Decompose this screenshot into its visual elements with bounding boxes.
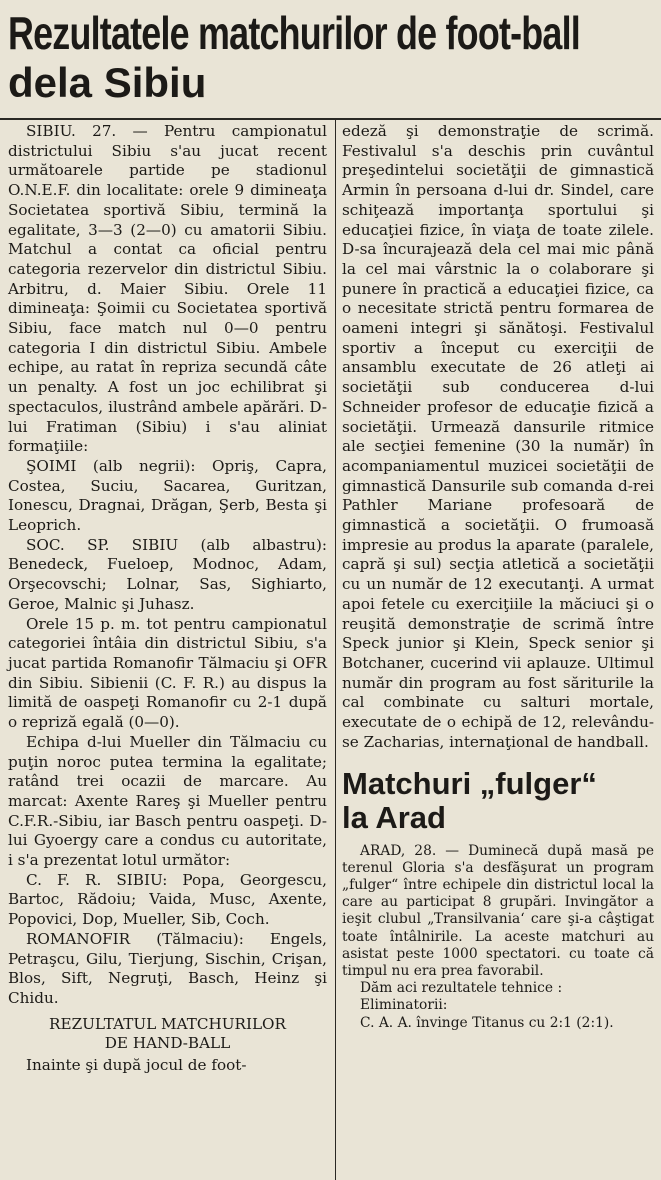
page-headline [8, 7, 653, 106]
paragraph: ŞOIMI (alb negrii): Opriş, Capra, Costea, Suciu, Sacarea, Guritzan, Ionescu, Dragnai, Drăgan, Şerb, Besta şi Leoprich. [8, 456, 327, 535]
paragraph: SOC. SP. SIBIU (alb albastru): Benedeck, Fueloep, Modnoc, Adam, Orşecovschi; Lolnar, Sas, Sighiarto, Geroe, Malnic şi Juhasz. [8, 535, 327, 613]
article-right-column [342, 122, 654, 1032]
paragraph: Echipa d-lui Mueller din Tălmaciu cu puţin noroc putea termina la egalitate; ratând trei ocazii de marcare. Au marcat: Axente Rareş şi Mueller pentru C.F.R.-Sibiu, iar Basch pentru oaspeţi. D-lui Gyoergy care a condus cu autoritate, i s'a prezentat lotul următor: [8, 732, 327, 870]
arad-headline-line-1: Matchuri „fulger“ [342, 765, 597, 801]
paragraph: Eliminatorii: [360, 997, 448, 1014]
paragraph: Inainte şi după jocul de foot- [26, 1056, 247, 1075]
headline-line-2: dela Sibiu [8, 59, 207, 106]
paragraph: C. F. R. SIBIU: Popa, Georgescu, Bartoc, Rădoiu; Vaida, Musc, Axente, Popovici, Dop, Mueller, Sib, Coch. [8, 870, 327, 929]
paragraph: C. A. A. învinge Titanus cu 2:1 (2:1). [360, 1014, 614, 1031]
paragraph: SIBIU. 27. — Pentru campionatul districtului Sibiu s'au jucat recent următoarele partide pe stadionul O.N.E.F. din localitate: orele 9 dimineaţa Societatea sportivă Sibiu, termină la egalitate, 3—3 (2—0) cu amatorii Sibiu. Matchul a contat ca oficial pentru categoria rezervelor din districtul Sibiu. Arbitru, d. Maier Sibiu. Orele 11 dimineaţa: Şoimii cu Societatea sportivă Sibiu, face match nul 0—0 pentru categoria I din districtul Sibiu. Ambele echipe, au ratat în repriza secundă câte un penalty. A fost un joc echilibrat şi spectaculos, ilustrând ambele apărări. D-lui Fratiman (Sibiu) i s'au aliniat formaţiile: [8, 122, 327, 456]
paragraph: edeză şi demonstraţie de scrimă. Festivalul s'a deschis prin cuvântul preşedintelui societăţii de gimnastică Armin în persoana d-lui dr. Sindel, care schiţează importanţa sportului şi educaţiei fizice, în viaţa de toate zilele. D-sa încurajează dela cel mai mic până la cel mai vârstnic la o colaborare şi punere în practică a educaţiei fizice, ca o necesitate strictă pentru formarea de oameni integri şi sănătoşi. Festivalul sportiv a început cu exerciţii de ansamblu executate de 26 atleţi ai societăţii sub conducerea d-lui Schneider profesor de educaţie fizică a societăţii. Urmează dansurile ritmice ale secţiei femenine (30 la număr) în acompaniamentul muzicei societăţii de gimnastică Dansurile sub comanda d-rei Pathler Mariane profesoară de gimnastică a societăţii. O frumoasă impresie au produs la aparate (paralele, capră şi sul) secţia atletică a societăţii cu un număr de 12 executanţi. A urmat apoi fetele cu exerciţiile la măciuci şi o reuşită demonstraţie de scrimă între Speck junior şi Klein, Speck senior şi Botchaner, cucerind vii aplauze. Ultimul număr din program au fost săriturile la cal combinate cu salturi mortale, executate de o echipă de 12, relevându-se Zacharias, internaţional de handball. [342, 122, 654, 751]
article-arad [342, 843, 654, 1032]
arad-headline [342, 767, 654, 835]
paragraph: ARAD, 28. — Duminecă după masă pe terenul Gloria s'a desfăşurat un program „fulger“ între echipele din districtul local la care au participat 8 grupări. Invingător a ieşit clubul „Transilvania‘ care şi-a câştigat toate întâlnirile. La aceste matchuri au asistat peste 1000 spectatori. cu toate că timpul nu era prea favorabil. [342, 842, 654, 979]
paragraph: Dăm aci rezultatele tehnice : [360, 980, 563, 997]
handball-subheading [8, 1015, 327, 1054]
article-sibiu-column [8, 122, 327, 1076]
paragraph: ROMANOFIR (Tălmaciu): Engels, Petraşcu, Gilu, Tierjung, Sischin, Crişan, Blos, Sift, Negruţi, Basch, Heinz şi Chidu. [8, 929, 327, 1007]
subheading-line-2: DE HAND-BALL [104, 1034, 231, 1053]
headline-rule [0, 118, 661, 120]
paragraph: Orele 15 p. m. tot pentru campionatul categoriei întâia din districtul Sibiu, s'a jucat partida Romanofir Tălmaciu şi OFR din Sibiu. Sibienii (C. F. R.) au dispus la limită de oaspeţi Romanofir cu 2-1 după o repriză egală (0—0). [8, 614, 327, 732]
headline-line-1: Rezultatele matchurilor de foot-ball [8, 7, 580, 59]
column-divider [335, 120, 336, 1180]
arad-headline-line-2: la Arad [342, 799, 446, 835]
subheading-line-1: REZULTATUL MATCHURILOR [49, 1014, 286, 1033]
